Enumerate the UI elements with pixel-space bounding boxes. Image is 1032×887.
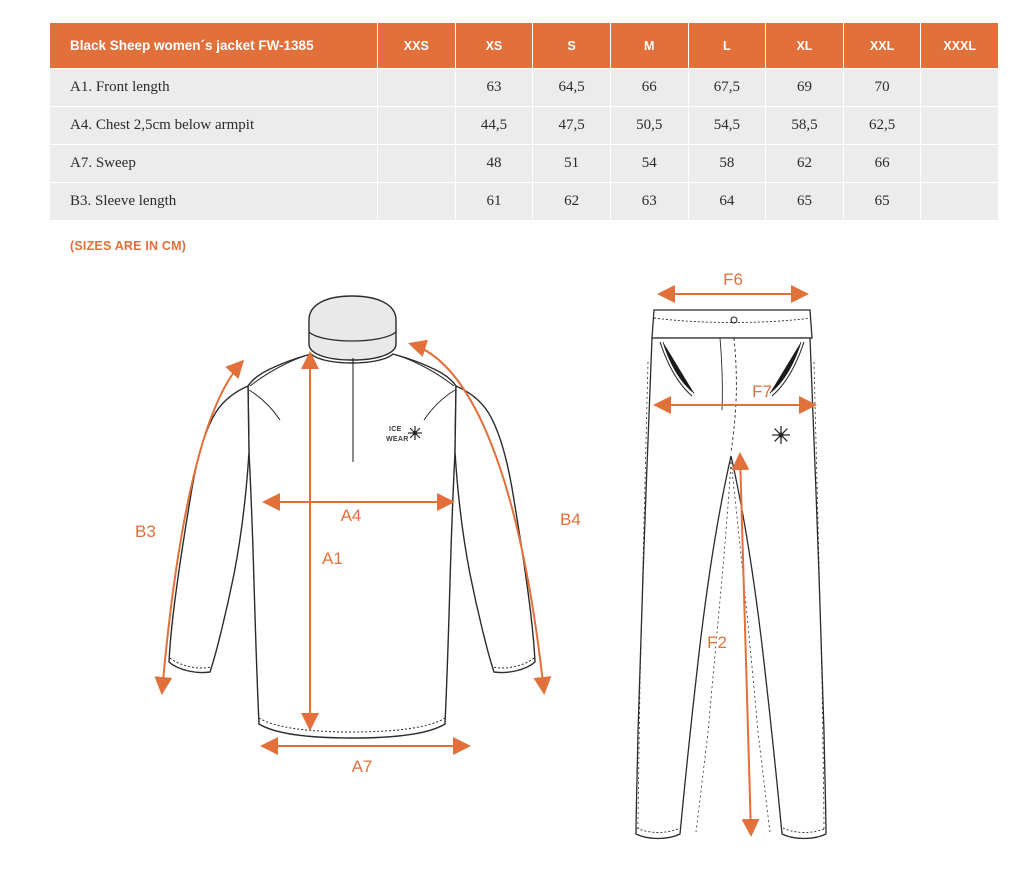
row-label: B3. Sleeve length bbox=[50, 183, 378, 221]
cell-value: 63 bbox=[455, 69, 533, 107]
garment-illustrations bbox=[0, 262, 1032, 887]
table-row bbox=[50, 145, 999, 183]
cell-value bbox=[378, 69, 456, 107]
a4-label: A4 bbox=[340, 506, 362, 525]
cell-value: 69 bbox=[766, 69, 844, 107]
row-label: A1. Front length bbox=[50, 69, 378, 107]
a7-label: A7 bbox=[351, 757, 373, 776]
table-row bbox=[50, 69, 999, 107]
cell-value: 48 bbox=[455, 145, 533, 183]
cell-value bbox=[921, 183, 999, 221]
f2-label: F2 bbox=[707, 633, 727, 652]
measurements-table bbox=[49, 22, 999, 221]
column-header-xxxl: XXXL bbox=[921, 23, 999, 69]
snowflake-icon bbox=[408, 426, 422, 440]
b4-label: B4 bbox=[560, 510, 581, 529]
cell-value: 64 bbox=[688, 183, 766, 221]
cell-value: 47,5 bbox=[533, 107, 611, 145]
jacket-illustration bbox=[135, 296, 581, 776]
cell-value: 67,5 bbox=[688, 69, 766, 107]
column-header-l: L bbox=[688, 23, 766, 69]
cell-value: 63 bbox=[610, 183, 688, 221]
cell-value: 66 bbox=[610, 69, 688, 107]
cell-value bbox=[378, 107, 456, 145]
cell-value bbox=[921, 107, 999, 145]
column-header-xl: XL bbox=[766, 23, 844, 69]
cell-value: 66 bbox=[843, 145, 921, 183]
cell-value: 62 bbox=[766, 145, 844, 183]
cell-value: 44,5 bbox=[455, 107, 533, 145]
cell-value: 50,5 bbox=[610, 107, 688, 145]
jacket-right-sleeve bbox=[455, 386, 535, 673]
cell-value bbox=[921, 145, 999, 183]
column-header-xxs: XXS bbox=[378, 23, 456, 69]
jacket-collar bbox=[309, 296, 396, 360]
table-row bbox=[50, 183, 999, 221]
cell-value: 62,5 bbox=[843, 107, 921, 145]
cell-value: 65 bbox=[766, 183, 844, 221]
pants-illustration bbox=[636, 270, 826, 839]
brand-line-1: ICE bbox=[389, 426, 402, 433]
pants-body bbox=[636, 338, 826, 839]
b3-label: B3 bbox=[135, 522, 156, 541]
cell-value: 54,5 bbox=[688, 107, 766, 145]
units-note: (SIZES ARE IN CM) bbox=[70, 239, 187, 253]
cell-value: 61 bbox=[455, 183, 533, 221]
pants-snowflake-icon bbox=[772, 426, 790, 444]
table-title: Black Sheep women´s jacket FW-1385 bbox=[50, 23, 378, 69]
cell-value: 70 bbox=[843, 69, 921, 107]
f7-label: F7 bbox=[752, 382, 772, 401]
row-label: A7. Sweep bbox=[50, 145, 378, 183]
table-row bbox=[50, 107, 999, 145]
jacket-left-sleeve bbox=[169, 386, 249, 673]
cell-value bbox=[921, 69, 999, 107]
size-chart-table bbox=[49, 22, 999, 221]
brand-line-2: WEAR bbox=[386, 436, 409, 443]
a1-label: A1 bbox=[322, 549, 343, 568]
cell-value: 51 bbox=[533, 145, 611, 183]
column-header-xxl: XXL bbox=[843, 23, 921, 69]
jacket-body bbox=[248, 354, 456, 738]
cell-value: 62 bbox=[533, 183, 611, 221]
cell-value: 58,5 bbox=[766, 107, 844, 145]
column-header-xs: XS bbox=[455, 23, 533, 69]
row-label: A4. Chest 2,5cm below armpit bbox=[50, 107, 378, 145]
column-header-m: M bbox=[610, 23, 688, 69]
table-header-row bbox=[50, 23, 999, 69]
column-header-s: S bbox=[533, 23, 611, 69]
cell-value: 65 bbox=[843, 183, 921, 221]
table-body bbox=[50, 69, 999, 221]
cell-value bbox=[378, 183, 456, 221]
cell-value: 64,5 bbox=[533, 69, 611, 107]
cell-value: 58 bbox=[688, 145, 766, 183]
f6-label: F6 bbox=[723, 270, 743, 289]
cell-value bbox=[378, 145, 456, 183]
cell-value: 54 bbox=[610, 145, 688, 183]
pants-waistband bbox=[652, 310, 812, 338]
table-header bbox=[50, 23, 999, 69]
